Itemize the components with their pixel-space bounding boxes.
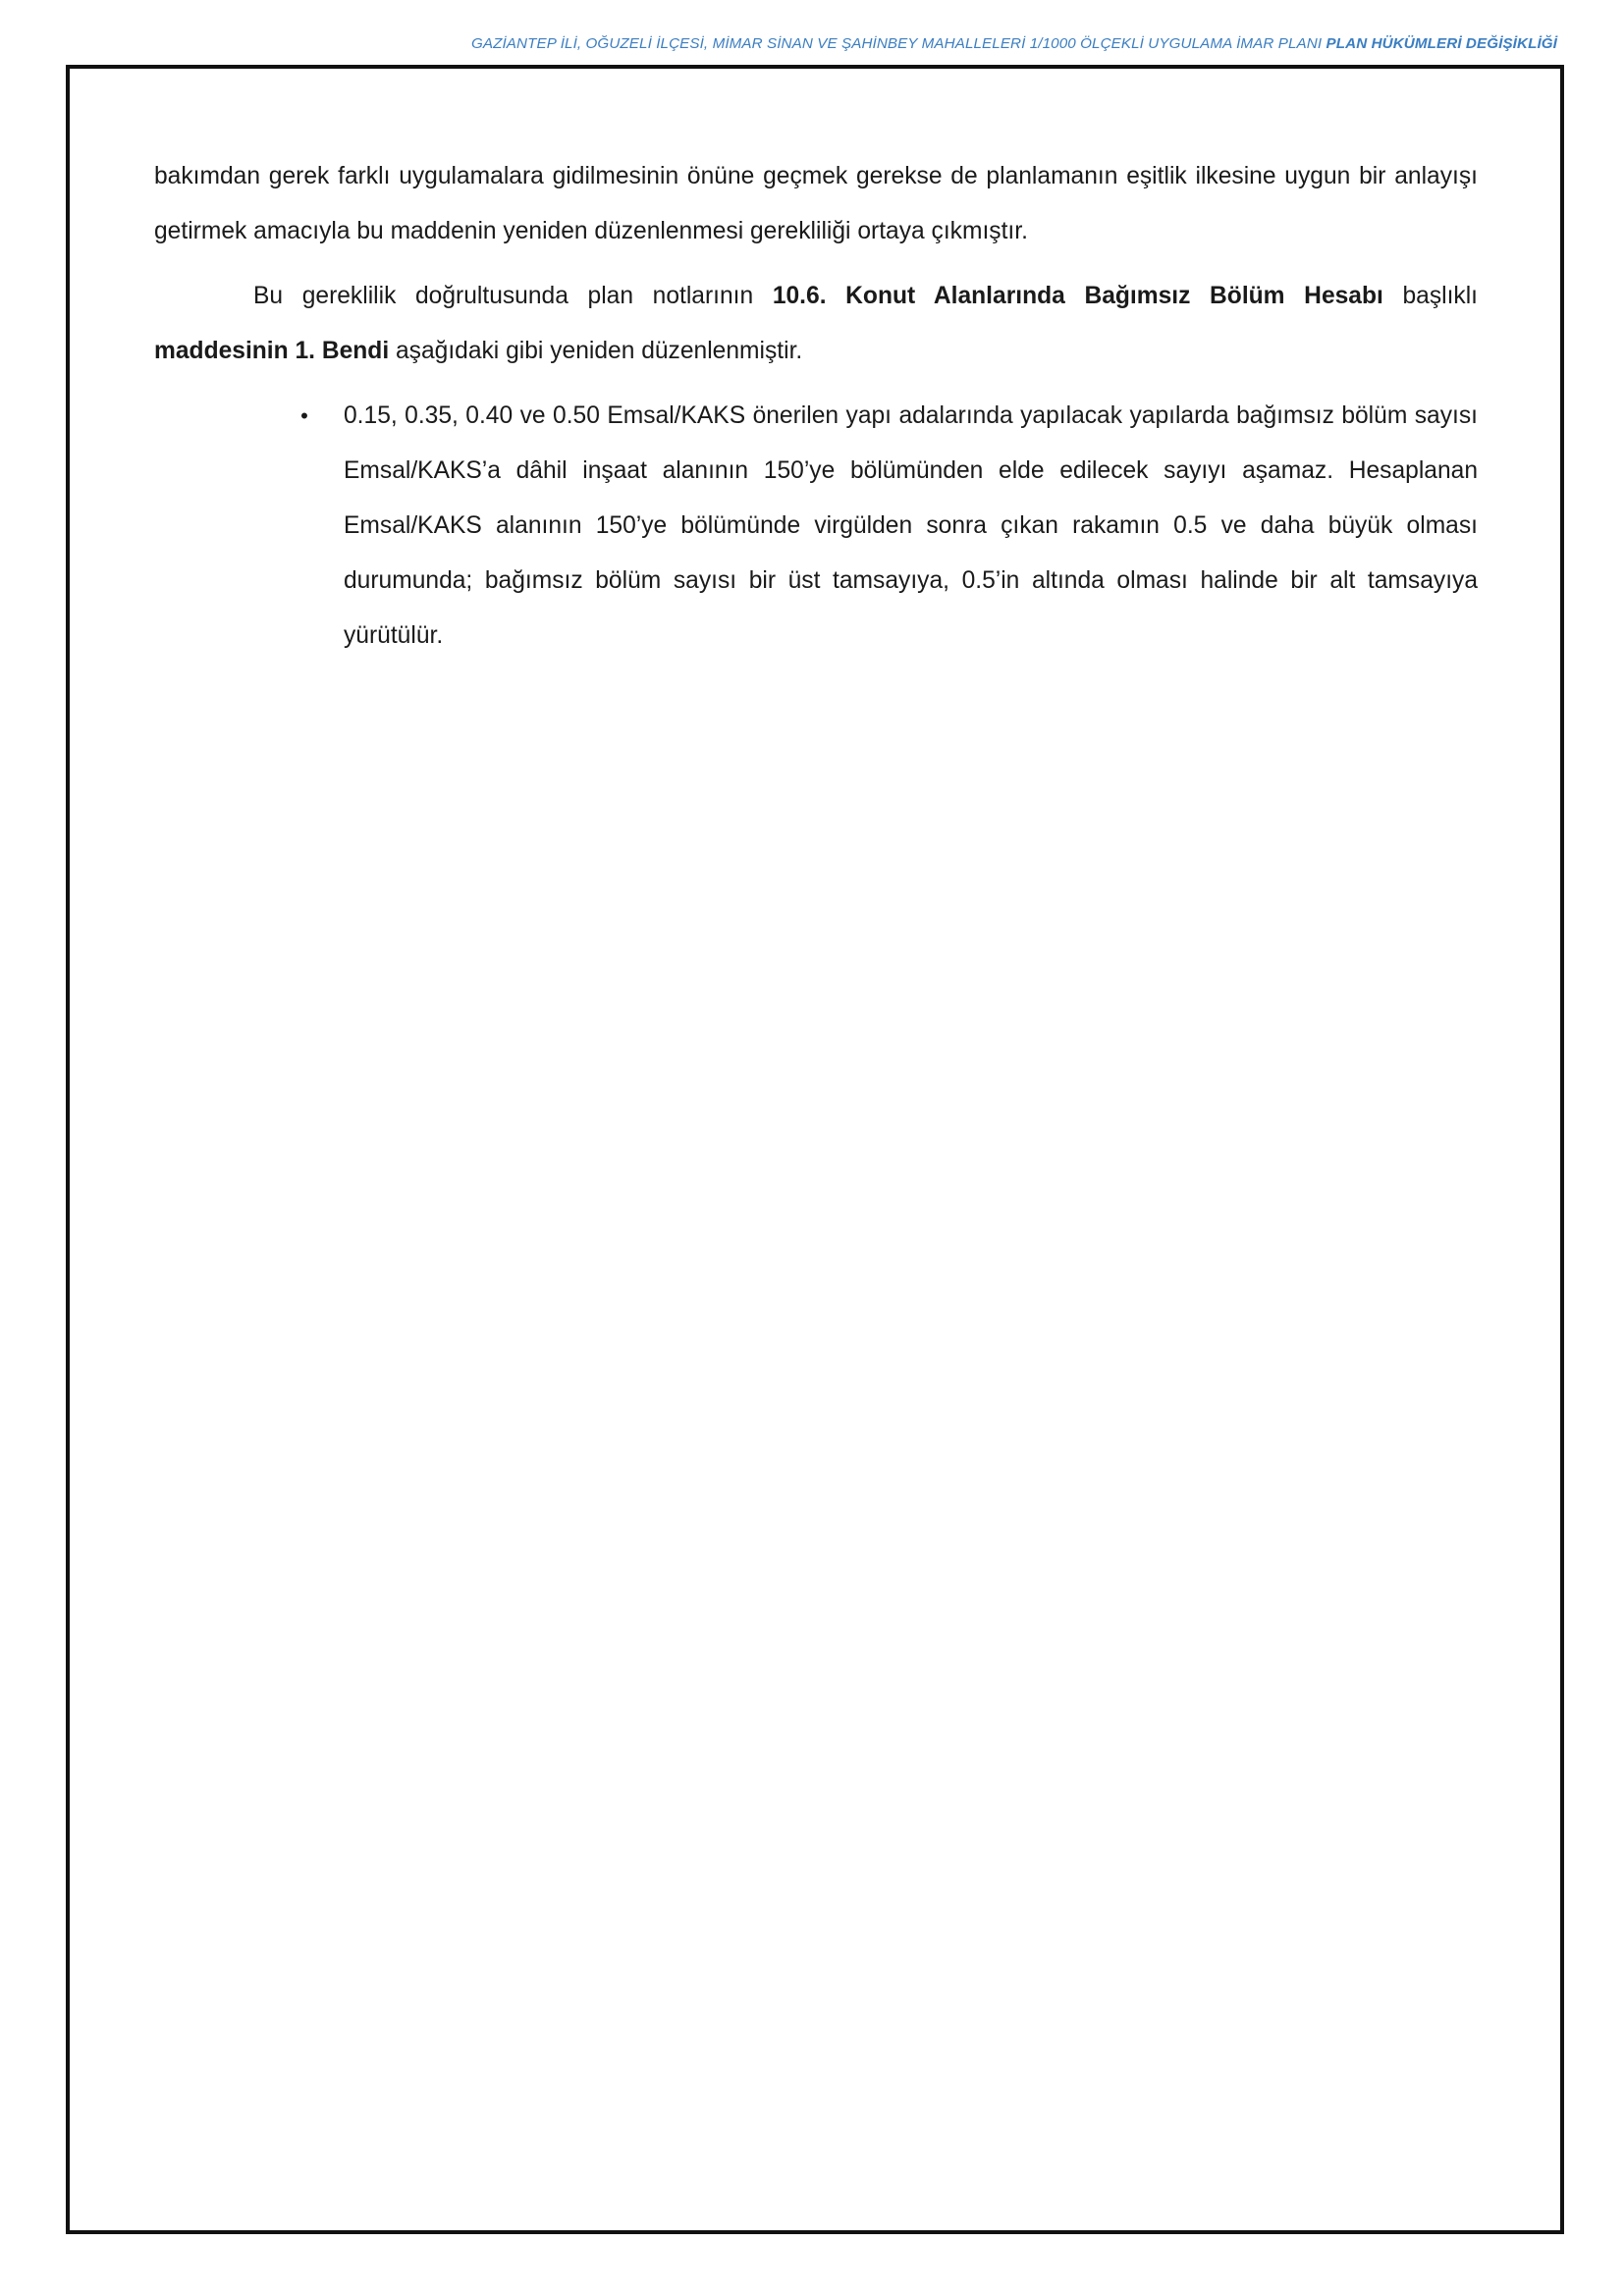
paragraph-text: aşağıdaki gibi yeniden düzenlenmiştir. [389,338,803,364]
document-body [154,149,1478,664]
running-header [67,35,1557,52]
header-title-emphasis: PLAN HÜKÜMLERİ DEĞİŞİKLİĞİ [1326,35,1557,52]
amendment-bullet-list [154,389,1478,664]
paragraph-continuation: bakımdan gerek farklı uygulamalara gidilmesinin önüne geçmek gerekse de planlamanın eşitlik ilkesine uygun bir anlayışı getirmek amacıyla bu maddenin yeniden düzenlenmesi gerekliliği ortaya çıkmıştır. [154,163,1478,244]
bullet-icon: • [300,403,308,428]
paragraph-text: başlıklı [1382,283,1479,309]
paragraph-amendment-intro [154,269,1478,379]
list-item [300,389,1478,664]
header-title: GAZİANTEP İLİ, OĞUZELİ İLÇESİ, MİMAR SİNAN VE ŞAHİNBEY MAHALLELERİ 1/1000 ÖLÇEKLİ UYGULAMA İMAR PLANI [470,35,1323,52]
bullet-text: 0.15, 0.35, 0.40 ve 0.50 Emsal/KAKS önerilen yapı adalarında yapılacak yapılarda bağımsız bölüm sayısı Emsal/KAKS’a dâhil inşaat alanının 150’ye bölümünden elde edilecek sayıyı aşamaz. Hesaplanan Emsal/KAKS alanının 150’ye bölümünde virgülden sonra çıkan rakamın 0.5 ve daha büyük olması durumunda; bağımsız bölüm sayısı bir üst tamsayıya, 0.5’in altında olması halinde bir alt tamsayıya yürütülür. [344,402,1478,649]
paragraph-text: Bu gereklilik doğrultusunda plan notlarının [253,283,773,309]
article-reference: 10.6. Konut Alanlarında Bağımsız Bölüm Hesabı [772,283,1383,309]
clause-reference: maddesinin 1. Bendi [154,338,390,364]
